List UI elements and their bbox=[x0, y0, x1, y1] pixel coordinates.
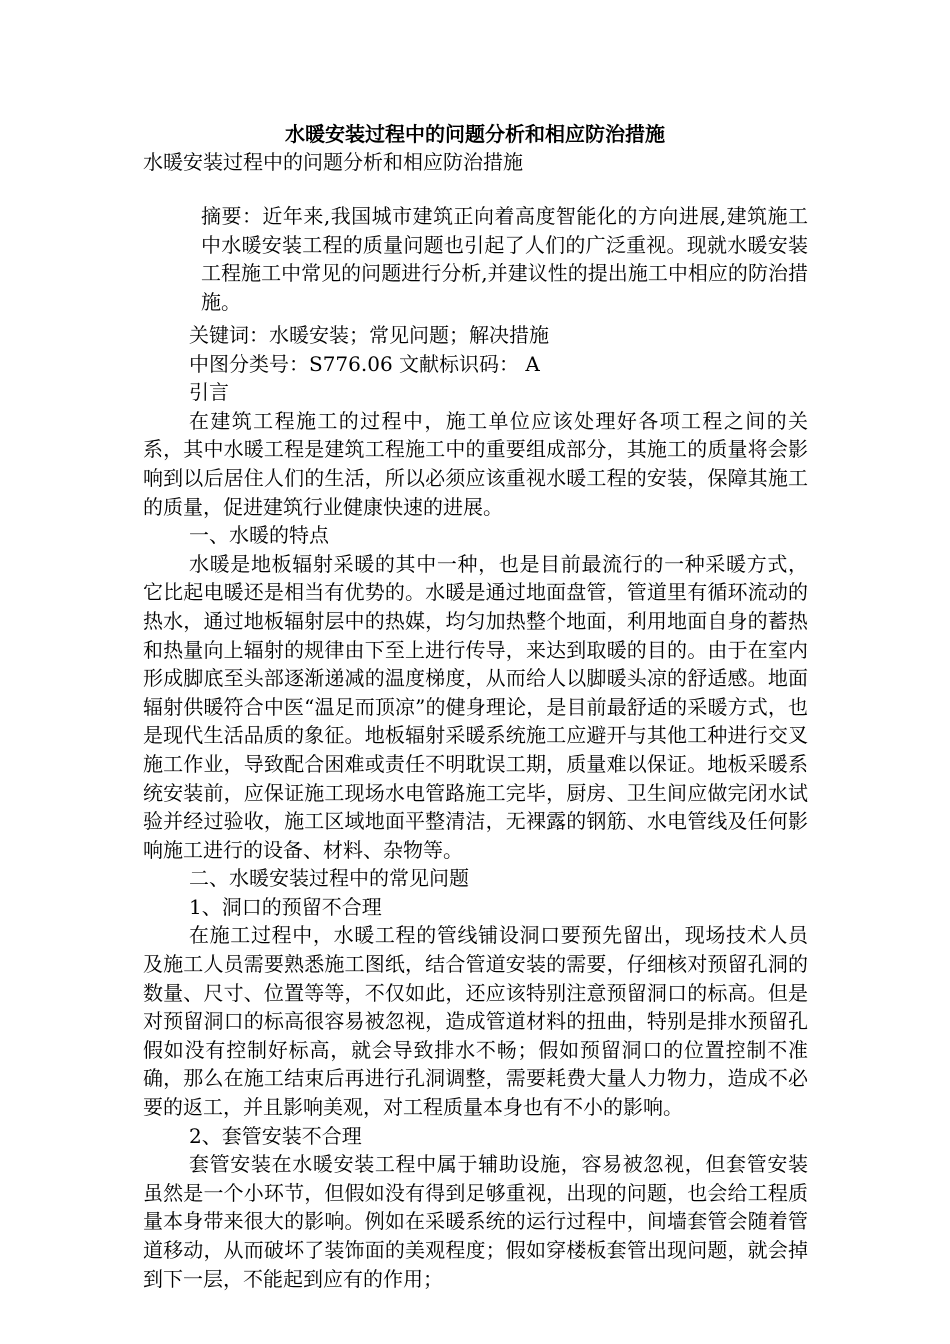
section2-heading: 二、水暖安装过程中的常见问题 bbox=[189, 866, 469, 891]
abstract-block bbox=[143, 202, 808, 316]
intro-paragraph: 在建筑工程施工的过程中，施工单位应该处理好各项工程之间的关系，其中水暖工程是建筑工程施工中的重要组成部分，其施工的质量将会影响到以后居住人们的生活，所以必须应该重视水暖工程的安装，保障其施工的质量，促进建筑行业健康快速的进展。 bbox=[143, 408, 808, 519]
subsection1-heading: 1、洞口的预留不合理 bbox=[189, 894, 382, 919]
abstract-paragraph: 摘要：近年来,我国城市建筑正向着高度智能化的方向进展,建筑施工中水暖安装工程的质量问题也引起了人们的广泛重视。现就水暖安装工程施工中常见的问题进行分析,并建议性的提出施工中相应的防治措施。 bbox=[201, 204, 808, 314]
subsection2-paragraph: 套管安装在水暖安装工程中属于辅助设施，容易被忽视，但套管安装虽然是一个小环节，但假如没有得到足够重视，出现的问题，也会给工程质量本身带来很大的影响。例如在采暖系统的运行过程中，间墙套管会随着管道移动，从而破坏了装饰面的美观程度；假如穿楼板套管出现问题，就会掉到下一层，不能起到应有的作用； bbox=[143, 1152, 808, 1291]
subsection1-paragraph: 在施工过程中，水暖工程的管线铺设洞口要预先留出，现场技术人员及施工人员需要熟悉施工图纸，结合管道安装的需要，仔细核对预留孔洞的数量、尺寸、位置等等，不仅如此，还应该特别注意预留洞口的标高。但是对预留洞口的标高很容易被忽视，造成管道材料的扭曲，特别是排水预留孔假如没有控制好标高，就会导致排水不畅；假如预留洞口的位置控制不准确，那么在施工结束后再进行孔洞调整，需要耗费大量人力物力，造成不必要的返工，并且影响美观，对工程质量本身也有不小的影响。 bbox=[143, 923, 808, 1120]
subsection2-heading: 2、套管安装不合理 bbox=[189, 1123, 362, 1148]
document-title: 水暖安装过程中的问题分析和相应防治措施 bbox=[285, 122, 665, 146]
classification-line: 中图分类号：S776.06 文献标识码： A bbox=[189, 351, 540, 376]
section1-heading: 一、水暖的特点 bbox=[189, 523, 329, 548]
keywords-line: 关键词：水暖安装；常见问题；解决措施 bbox=[189, 323, 549, 347]
section1-paragraph: 水暖是地板辐射采暖的其中一种，也是目前最流行的一种采暖方式，它比起电暖还是相当有优势的。水暖是通过地面盘管，管道里有循环流动的热水，通过地板辐射层中的热媒，均匀加热整个地面，利用地面自身的蓄热和热量向上辐射的规律由下至上进行传导，来达到取暖的目的。由于在室内形成脚底至头部逐渐递减的温度梯度，从而给人以脚暖头凉的舒适感。地面辐射供暖符合中医“温足而顶凉”的健身理论，是目前最舒适的采暖方式，也是现代生活品质的象征。地板辐射采暖系统施工应避开与其他工种进行交叉施工作业，导致配合困难或责任不明耽误工期，质量难以保证。地板采暖系统安装前，应保证施工现场水电管路施工完毕，厨房、卫生间应做完闭水试验并经过验收，施工区域地面平整清洁，无裸露的钢筋、水电管线及任何影响施工进行的设备、材料、杂物等。 bbox=[143, 551, 808, 862]
intro-heading: 引言 bbox=[189, 380, 229, 405]
main-body bbox=[143, 321, 808, 1293]
document-subtitle: 水暖安装过程中的问题分析和相应防治措施 bbox=[143, 150, 523, 174]
